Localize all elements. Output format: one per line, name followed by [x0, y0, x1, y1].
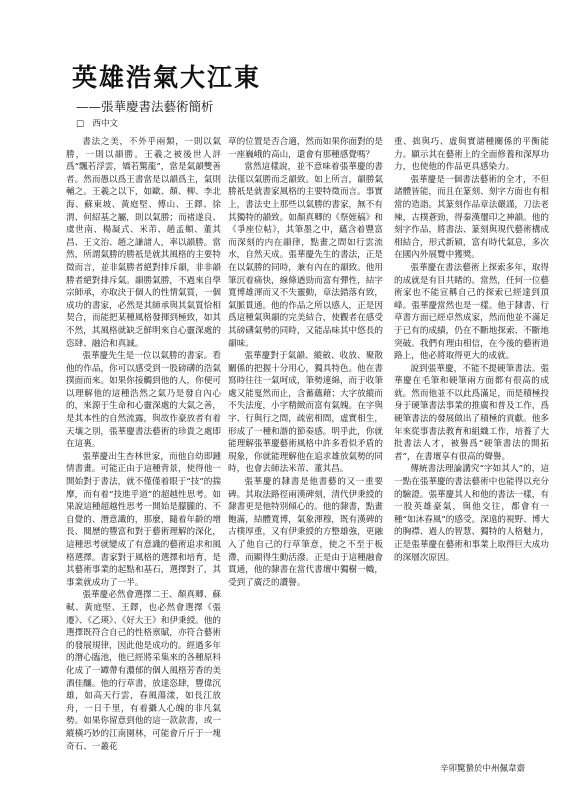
paragraph: 張華慶是一個書法藝術的全才，不但諸體皆能，而且在篆刻、刻字方面也有相當的造詣。其篆刻作品章法嚴謹，刀法老辣，古樸蒼勁，得秦漢璽印之神韻。他的刻字作品，將書法、篆刻與現代藝術構成相結合，形式新穎，富有時代氣息，多次在國內外展覽中獲獎。 [394, 174, 549, 261]
paragraph: 說到張華慶，不能不提硬筆書法。張華慶在毛筆和硬筆兩方面都有很高的成就。然而他並不以此爲滿足，而是積極投身于硬筆書法事業的推廣和普及工作，爲硬筆書法的發展做出了積極的貢獻。他多年來從事書法教育和組織工作，培養了大批書法人才，被譽爲“硬筆書法的開拓者”，在書壇享有很高的聲譽。 [394, 363, 549, 462]
paragraph: 傳統書法理論講究“字如其人”的，這一點在張華慶的書法藝術中也能得以充分的驗證。張華慶其人和他的書法一樣，有一股英雄豪氣，與他交往，都會有一種“如沐春風”的感受。深遠的視野、博大的胸襟、過人的智慧、獨特的人格魅力，正是張華慶在藝術和事業上取得巨大成功的深層次原因。 [394, 464, 549, 563]
paragraph: 張華慶出生杏林世家，而他自幼即鍾情書畫。可能正由于這種背景，使得他一開始對于書法，就不僅僅着眼于“技”的揣摩，而有着“技進乎道”的超越性思考。如果說這種超越性思考一開始是朦朧的、不自覺的、潛意識的，那麼，隨着年齡的增長、閱歷的豐富和對于藝術理解的深化，這種思考就變成了有意識的藝術追求和風格選擇。書家對于風格的選擇和培育，是其藝術事業的起點和基石，選擇對了，其事業就成功了一半。 [66, 451, 221, 588]
paragraph: 草的位置是否合適，然而如果你面對的是一座巍峨的高山，還會有那種感覺嗎？ [228, 137, 383, 160]
paragraph: 書法之美，不外乎兩類，一則以氣勝，一則以韻勝。王羲之被後世人評爲“飄若浮雲，矯若驚龍”，當是氣韻雙善者。然而愚以爲王書當是以韻爲主，氣則輔之。王羲之以下，如歐、顏、柳、李北海、蘇東坡、黃庭堅、傅山、王鐸、徐渭、何紹基之屬，則以氣勝；而褚遂良、虞世南、楊凝式、米芾、趙孟頫、董其昌、王文治、趙之謙諸人，率以韻勝。當然，所謂氣勝的勝祇是就其風格的主要特徵而言，並非氣勝者絕對排斥韻，非非韻勝者絕對排斥氣。韻勝氣勝，不過來自學宗師承，亦取決于個人的性情氣質，一個成功的書家，必然是其師承與其氣質恰相契合，而能把某種風格發揮到極致，如其不然，其風格就缺乏鮮明來自心靈深處的恣肆、融洽和真誠。 [66, 137, 221, 349]
text-column-1 [66, 136, 221, 776]
article-author: □ 西中文 [76, 119, 119, 129]
paragraph: 張華慶先生是一位以氣勝的書家。看他的作品，你可以感受到一股磅礴的浩氣撲面而來。如果你接觸到他的人，你便可以理解他的這種浩然之氣乃是發自內心的，來源于生命和心靈深處的大氣之善，是其本性的自然流露，與故作豪放者有着天壤之別，張華慶書法藝術的珍貴之處即在這裏。 [66, 351, 221, 450]
paragraph: 張華慶在書法藝術上探索多年，取得的成就是有目共睹的。當然，任何一位藝術家也不能宣稱自己的探索已經達到頂峰。張華慶當然也是一樣。他于隸書、行草書方面已經卓然成家，然而他並不滿足于已有的成績，仍在不斷地探索、不斷地突破。我們有理由相信，在今後的藝術道路上，他必將取得更大的成就。 [394, 262, 549, 362]
paragraph: 重、拙與巧、虛與實諸種關係的平衡能力。顯示其在藝術上的全面修養和深厚功力，也使他的作品更具感染力。 [394, 137, 549, 173]
article-subtitle: ——張華慶書法藝術簡析 [76, 99, 214, 114]
paragraph: 張華慶必然會選擇二王、顏真卿、蘇軾、黃庭堅、王鐸，也必然會選擇《張遷》、《乙瑛》、《好大王》和伊秉綬。他的選擇既符合自己的性格禀賦，亦符合藝術的發展規律，因此他是成功的。經過多年的潛心臨池，他已經將采集來的各種原料化成了一罈帶有濃郁的個人風格芳香的美酒佳釀。他的行草書，放達恣肆，豐偉沉雄，如高天行雲，春風蕩漾，如長江放舟，一日千里，有着攝人心魄的非凡氣勢。如果你留意到他的這一款款書，或一縱橫巧妙的江南園林，可能會斤斤于一塊奇石、一叢花 [66, 590, 221, 752]
paragraph: 當然這樣說，並不意味着張華慶的書法僅以氣勝而乏韻致。如上所言，韻勝氣勝祇是就書家風格的主要特徵而言。事實上，書法史上那些以氣勝的書家，無不有其獨特的韻致。如顏真卿的《祭姪稿》和《爭座位帖》，其筆墨之中，蘊含着豐富而深刻的内在韻律，點畫之間如行雲流水，自然天成。張華慶先生的書法，正是在以氣勝的同時，兼有內在的韻致。他用筆沉着痛快，線條遒勁而富有彈性，結字寬博雄渾而又不失靈動，章法錯落有致，氣脈貫通。他的作品之所以感人，正是因爲這種氣與韻的完美結合，使觀者在感受其磅礴氣勢的同時，又能品味其中悠長的韻味。 [228, 162, 383, 349]
paragraph: 張華慶的隸書是他書藝的又一重要碑。其取法路徑兩漢碑刻，清代伊秉綬的隸書更是他特別傾心的。他的隸書，點畫飽滿，結體寬博，氣象渾穆，既有漢碑的古樸厚重，又有伊秉綬的方整雄強，更融入了他自己的行草筆意，使之不至于板滯，而顯得生動活潑。正是由于這種融會貫通，他的隸書在當代書壇中獨樹一幟，受到了廣泛的讚譽。 [228, 477, 383, 588]
paragraph: 張華慶對于氣韻、縱斂、收放、聚散關係的把握十分用心，獨具特色。他在書寫時往往一氣呵成，筆勢連綿，而于收筆處又能戛然而止，含蓄蘊藉；大字放縱而不失法度，小字精緻而富有氣魄。在字與字、行與行之間，疏密相間，虛實相生，形成了一種和諧的節奏感。明乎此，你就能理解張華慶藝術風格中許多看似矛盾的現象，你就能理解他在追求雄放氣勢的同時，也會去師法米芾、董其昌。 [228, 351, 383, 475]
text-column-2 [228, 136, 383, 776]
text-column-3 [394, 136, 549, 776]
article-title: 英雄浩氣大江東 [72, 63, 262, 92]
article-signature: 辛卯驚蟄於中州佩韋齋 [440, 764, 526, 774]
